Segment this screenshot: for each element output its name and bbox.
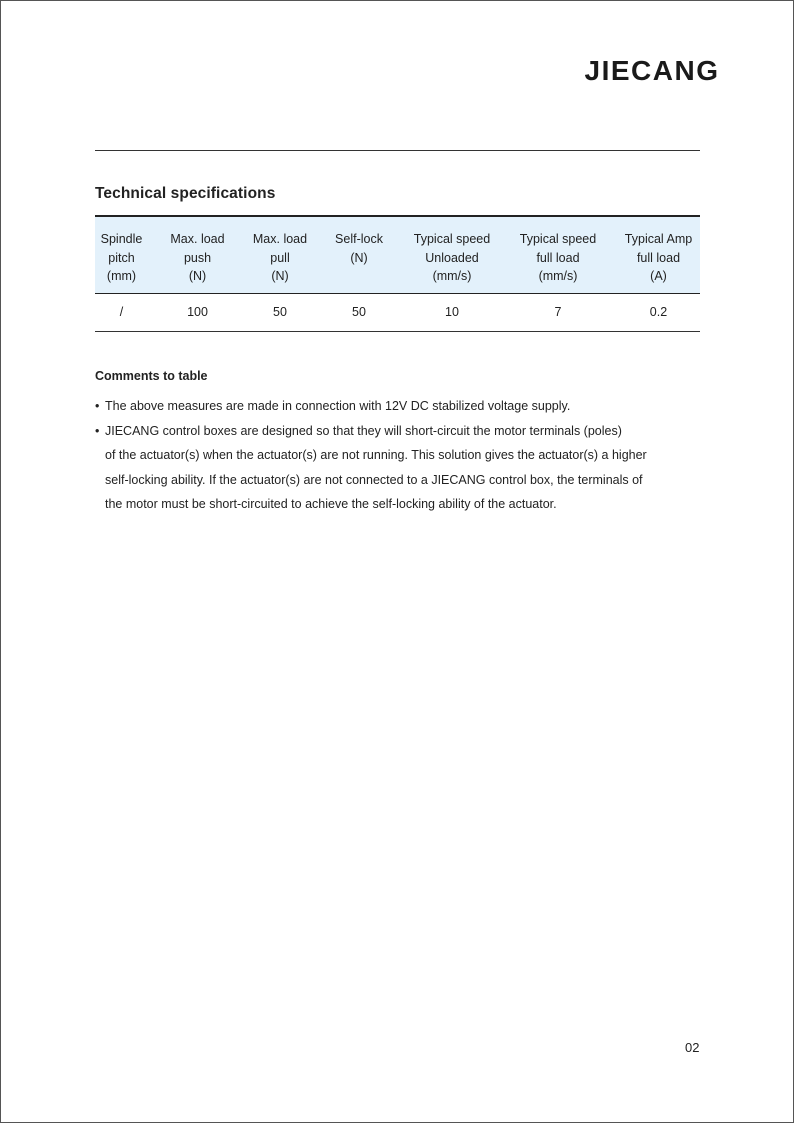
column-header: [617, 216, 700, 293]
table-cell: /: [95, 293, 148, 331]
column-header-line: (N): [350, 250, 368, 265]
column-header-line: (mm/s): [538, 269, 578, 283]
comment-item: [95, 419, 700, 517]
comment-line: self-locking ability. If the actuator(s) are not connected to a JIECANG control box, the terminals of: [105, 472, 643, 487]
comment-line: The above measures are made in connection with 12V DC stabilized voltage supply.: [105, 399, 571, 413]
column-header-line: (mm/s): [432, 269, 472, 283]
column-header-line: Spindle: [100, 232, 143, 246]
comments-title: Comments to table: [95, 369, 208, 383]
comment-line: of the actuator(s) when the actuator(s) are not running. This solution gives the actuator(s) a higher: [105, 448, 647, 462]
column-header-line: push: [183, 250, 212, 265]
header-rule: [95, 150, 700, 151]
column-header-line: Max. load: [252, 232, 308, 246]
column-header-line: pull: [270, 250, 290, 265]
section-title: Technical specifications: [95, 185, 276, 202]
brand-logo-text: JIECANG: [584, 55, 720, 86]
bullet-icon: •: [95, 399, 100, 413]
brand-logo-wordmark: [560, 50, 745, 88]
column-header-line: pitch: [108, 250, 135, 265]
column-header-line: (A): [650, 269, 667, 283]
column-header-line: (N): [271, 269, 289, 283]
column-header-line: Max. load: [170, 232, 225, 246]
comment-line: the motor must be short-circuited to achieve the self-locking ability of the actuator.: [105, 497, 557, 511]
column-header-line: Self-lock: [335, 232, 383, 246]
column-header: [499, 216, 617, 293]
page-number: 02: [685, 1040, 700, 1055]
comment-line: JIECANG control boxes are designed so that they will short-circuit the motor terminals (poles): [105, 423, 622, 438]
column-header-line: (mm): [106, 269, 137, 283]
spec-table: [95, 215, 700, 332]
table-cell: 0.2: [617, 293, 700, 331]
comment-item: [95, 394, 700, 419]
column-header-line: full load: [536, 250, 580, 265]
column-header: [405, 216, 499, 293]
column-header-line: Unloaded: [425, 250, 479, 265]
comment-text: [105, 419, 700, 517]
column-header-line: Typical speed: [413, 232, 491, 246]
column-header: [95, 216, 148, 293]
column-header-line: Typical Amp: [624, 232, 693, 246]
bullet-icon: •: [95, 423, 100, 438]
brand-logo: [560, 50, 745, 88]
table-cell: 50: [247, 293, 313, 331]
column-header-line: Typical speed: [519, 232, 597, 246]
column-header-line: (N): [188, 269, 207, 283]
table-header-row: [95, 216, 700, 293]
table-cell: 50: [313, 293, 405, 331]
column-header-line: full load: [636, 250, 681, 265]
table-cell: 100: [148, 293, 247, 331]
table-cell: 7: [499, 293, 617, 331]
comment-text: [105, 394, 700, 419]
column-header: [313, 216, 405, 293]
table-row: [95, 293, 700, 331]
table-body: [95, 293, 700, 331]
column-header: [148, 216, 247, 293]
column-header: [247, 216, 313, 293]
comments-list: [95, 394, 700, 517]
table-cell: 10: [405, 293, 499, 331]
